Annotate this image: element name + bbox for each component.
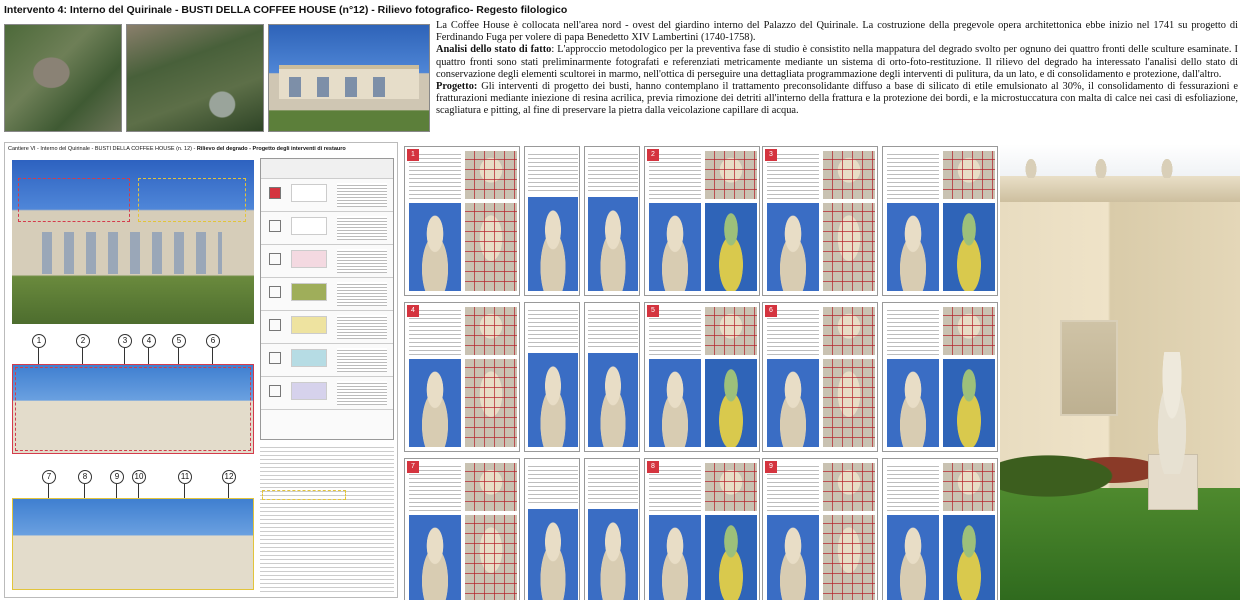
bust-number-marker: 11 — [178, 470, 192, 484]
arch-window — [373, 77, 385, 97]
bust-grid-photo — [465, 151, 517, 199]
bust-sheet — [762, 302, 878, 452]
legend-swatch — [269, 253, 281, 265]
sheet-number: 1 — [407, 149, 419, 161]
analisi-label: Analisi dello stato di fatto — [436, 44, 552, 56]
legend-text — [337, 216, 387, 240]
bust-photo — [767, 359, 819, 447]
bust-mapped-photo — [943, 359, 995, 447]
yellow-marked-area — [138, 178, 246, 222]
legend-swatch — [269, 319, 281, 331]
lawn — [1000, 488, 1240, 600]
bust-sheet — [644, 302, 760, 452]
bust-grid-photo — [705, 151, 757, 199]
board-title-normal: Cantiere VI - Interno del Quirinale - BUSTI DELLA COFFEE HOUSE (n. 12) - — [8, 146, 197, 152]
sheet-text — [887, 151, 939, 199]
bust-number-marker: 5 — [172, 334, 186, 348]
sheet-text — [528, 151, 578, 191]
bust-sheet — [644, 146, 760, 296]
intro-text: La Coffee House è collocata nell'area nord - ovest del giardino interno del Palazzo del Quirinale. La costruzione della pregevole opera architettonica ebbe inizio nel 1741 su progetto di Ferdinando Fuga per volere di papa Benedetto XIV Lambertini (1740-1758). — [436, 20, 1238, 44]
bust-grid-photo — [465, 307, 517, 355]
legend-row — [261, 377, 393, 410]
bust-mapped-photo — [943, 203, 995, 291]
urn-ornament — [1160, 156, 1174, 178]
bust-photo — [887, 515, 939, 600]
sheet-text — [887, 307, 939, 355]
bust-mapped-photo — [823, 515, 875, 600]
legend-swatch — [269, 187, 281, 199]
bust-number-marker: 9 — [110, 470, 124, 484]
urn-ornament — [1024, 156, 1038, 178]
bust-sheet — [584, 302, 640, 452]
bust-sheet — [762, 458, 878, 600]
bust-mapped-photo — [705, 515, 757, 600]
bust-sheet — [404, 302, 520, 452]
legend-pattern — [291, 349, 327, 367]
bust-photo — [588, 509, 638, 600]
bust-photo — [588, 197, 638, 291]
board-title-bold: Rilievo del degrado - Progetto degli interventi di restauro — [196, 146, 346, 152]
bust-grid-photo — [823, 151, 875, 199]
bust-number-marker: 10 — [132, 470, 146, 484]
bust-sheet — [404, 458, 520, 600]
sheet-text — [887, 463, 939, 511]
sheet-text — [528, 463, 578, 503]
bust-sheet — [882, 146, 998, 296]
bust-sheet — [524, 458, 580, 600]
parapet-photo-red — [12, 364, 254, 454]
bust-photo — [887, 359, 939, 447]
sheet-text — [528, 307, 578, 347]
legend-swatch — [269, 352, 281, 364]
legend-pattern — [291, 184, 327, 202]
bust-number-marker: 4 — [142, 334, 156, 348]
analisi-text: : L'approccio metodologico per la preventiva fase di studio è consistito nella mappatura del degrado svolto per ognuno dei quattro fronti delle sculture esaminate. I quattro fronti sono stati preliminarmente fotografati e referenziati metricamente mediante un sistema di orto-foto-restituzione. Il rilievo del degrado ha interessato l'analisi dello stato di conservazione degli elementi scultorei in marmo, nell'ottica di perseguire una dettagliata programmazione degli interventi di pulitura, da un lato, e di consolidamento e protezione, dall'altro. — [436, 44, 1238, 80]
bust-number-marker: 7 — [42, 470, 56, 484]
bust-grid-photo — [705, 307, 757, 355]
legend-pattern — [291, 217, 327, 235]
legend-pattern — [291, 316, 327, 334]
bust-number-marker: 1 — [32, 334, 46, 348]
bust-sheet — [644, 458, 760, 600]
legend-pattern — [291, 283, 327, 301]
shrubs — [1000, 440, 1160, 500]
bust-photo — [409, 359, 461, 447]
bust-number-marker: 6 — [206, 334, 220, 348]
sheet-number: 2 — [647, 149, 659, 161]
sheet-number: 7 — [407, 461, 419, 473]
bust-photo — [767, 515, 819, 600]
bust-grid-photo — [943, 463, 995, 511]
legend-text — [337, 282, 387, 306]
bust-sheet — [404, 146, 520, 296]
bust-mapped-photo — [465, 515, 517, 600]
bust-grid-photo — [943, 151, 995, 199]
legend-text — [337, 249, 387, 273]
notes-highlight — [262, 490, 346, 500]
legend-pattern — [291, 250, 327, 268]
urn-ornament — [1094, 156, 1108, 178]
red-frame — [15, 367, 251, 451]
bust-photo — [588, 353, 638, 447]
bust-sheet — [524, 146, 580, 296]
bust-grid-photo — [465, 463, 517, 511]
progetto-label: Progetto: — [436, 81, 478, 93]
arch-window — [345, 77, 357, 97]
bust-photo — [409, 203, 461, 291]
legend-swatch — [269, 385, 281, 397]
bust-photo — [649, 203, 701, 291]
sheet-text — [588, 463, 638, 503]
legend-row — [261, 278, 393, 311]
bust-photo — [409, 515, 461, 600]
bust-mapped-photo — [705, 203, 757, 291]
bust-sheet — [584, 458, 640, 600]
bust-photo — [767, 203, 819, 291]
bust-mapped-photo — [465, 359, 517, 447]
sheet-text — [588, 307, 638, 347]
photo-coffee-house-facade — [268, 24, 430, 132]
bust-number-marker: 8 — [78, 470, 92, 484]
bust-photo — [649, 515, 701, 600]
bust-photo — [528, 197, 578, 291]
bust-grid-photo — [823, 463, 875, 511]
board-title — [8, 146, 346, 152]
bust-grid-photo — [943, 307, 995, 355]
bust-sheet — [882, 302, 998, 452]
sheet-number: 5 — [647, 305, 659, 317]
page-title: Intervento 4: Interno del Quirinale - BUSTI DELLA COFFEE HOUSE (n°12) - Rilievo fotografico- Regesto filologico — [4, 4, 568, 16]
legend-row — [261, 311, 393, 344]
bust-sheet — [524, 302, 580, 452]
bust-photo — [528, 353, 578, 447]
bust-photo — [528, 509, 578, 600]
bust-mapped-photo — [465, 203, 517, 291]
arch-window — [289, 77, 301, 97]
legend-pattern — [291, 382, 327, 400]
bust-number-marker: 2 — [76, 334, 90, 348]
progetto-text: Gli interventi di progetto dei busti, hanno contemplano il trattamento preconsolidante diffuso a base di silicato di etile emulsionato al 30%, il consolidamento di fessurazioni e fratturazioni mediante iniezione di resina acrilica, previa rimozione dei detriti all'interno della frattura e la protezione dei bordi, e la microstuccatura con malta di calce nei casi di esfoliazione, scagliatura e pitting, al fine di preservare la pietra dalla veicolazione capillare di acqua. — [436, 81, 1238, 117]
bust-mapped-photo — [705, 359, 757, 447]
board-notes — [260, 444, 394, 594]
sheet-number: 6 — [765, 305, 777, 317]
arch-window — [317, 77, 329, 97]
bust-mapped-photo — [943, 515, 995, 600]
bust-sheet — [584, 146, 640, 296]
bust-grid-photo — [705, 463, 757, 511]
legend-text — [337, 315, 387, 339]
degradation-legend-table — [260, 158, 394, 440]
legend-header — [261, 159, 393, 179]
legend-row — [261, 179, 393, 212]
bust-photo — [887, 203, 939, 291]
sheet-number: 3 — [765, 149, 777, 161]
sheet-text — [588, 151, 638, 191]
legend-swatch — [269, 286, 281, 298]
facade-arches — [42, 232, 222, 274]
building-window — [1060, 320, 1118, 416]
sheet-number: 9 — [765, 461, 777, 473]
legend-row — [261, 212, 393, 245]
sheet-number: 8 — [647, 461, 659, 473]
aerial-photo-coffee-house — [126, 24, 264, 132]
bust-sheet — [882, 458, 998, 600]
bust-number-marker: 3 — [118, 334, 132, 348]
legend-text — [337, 183, 387, 207]
bust-photo — [649, 359, 701, 447]
sheet-number: 4 — [407, 305, 419, 317]
aerial-photo-garden — [4, 24, 122, 132]
parapet-photo-yellow — [12, 498, 254, 590]
legend-text — [337, 348, 387, 372]
legend-text — [337, 381, 387, 405]
legend-swatch — [269, 220, 281, 232]
facade-photo — [12, 160, 254, 324]
legend-row — [261, 245, 393, 278]
bust-mapped-photo — [823, 203, 875, 291]
marble-statue — [1150, 352, 1194, 474]
red-marked-area — [18, 178, 130, 222]
building-cornice — [1000, 176, 1240, 202]
bust-grid-photo — [823, 307, 875, 355]
bust-sheet — [762, 146, 878, 296]
description-text — [436, 20, 1238, 118]
legend-row — [261, 344, 393, 377]
bust-number-marker: 12 — [222, 470, 236, 484]
bust-mapped-photo — [823, 359, 875, 447]
